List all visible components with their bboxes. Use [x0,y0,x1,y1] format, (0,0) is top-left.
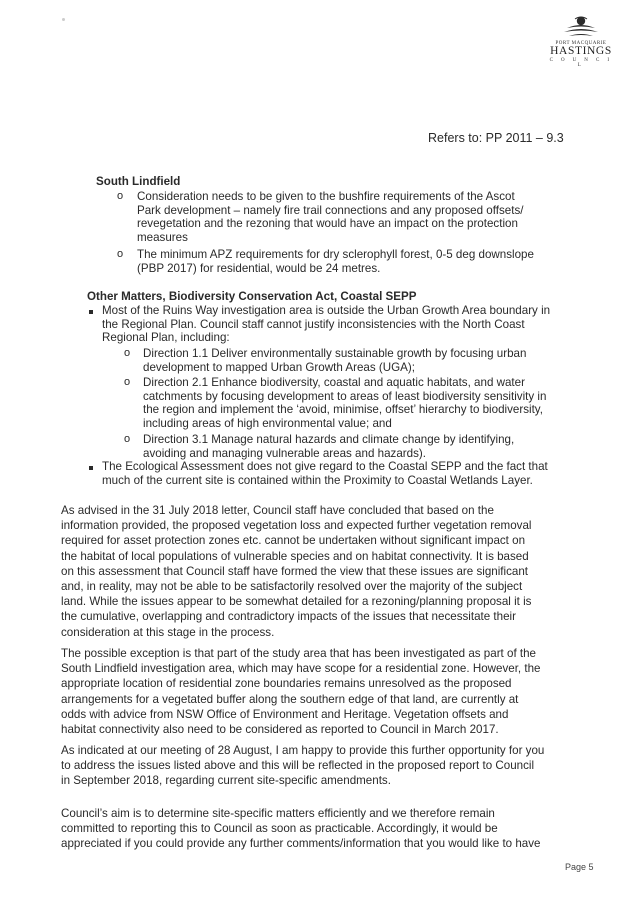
paragraph-2 [61,646,596,737]
circle-bullet-icon: o [117,248,124,260]
scan-speck [62,18,65,21]
text-line: avoiding and managing vulnerable areas and hazards). [143,446,426,460]
text-line: the cumulative, overlapping and contradictory impacts of the issues that necessitate their [61,610,516,624]
text-line: odds with advice from NSW Office of Environment and Heritage. Vegetation offsets and [61,707,509,721]
text-line: (PBP 2017) for residential, would be 24 metres. [137,261,381,275]
direction-3 [143,433,593,460]
text-line: Consideration needs to be given to the bushfire requirements of the Ascot [137,190,515,203]
text-line: the region and implement the ‘avoid, minimise, offset’ hierarchy to biodiversity, [143,403,543,417]
text-line: habitat connectivity also need to be considered as reported to Council in March 2017. [61,723,499,737]
direction-1 [143,347,593,374]
text-line: revegetation and the rezoning that would have an impact on the protection [137,217,518,231]
paragraph-3 [61,743,596,789]
text-line: the habitat of local populations of vulnerable species and on habitat connectivity. It is based [61,549,529,563]
logo-emblem-icon [561,14,601,40]
text-line: including areas of high environmental value; and [143,416,392,430]
text-line: on this assessment that Council staff have formed the view that these issues are significant [61,564,528,578]
text-line: development to mapped Urban Growth Areas (UGA); [143,360,415,374]
text-line: information provided, the proposed vegetation loss and expected further vegetation removal [61,519,532,533]
page-number: Page 5 [565,862,594,872]
logo-top-text: PORT MACQUARIE [555,41,607,46]
text-line: As advised in the 31 July 2018 letter, Council staff have concluded that based on the [61,504,494,517]
text-line: South Lindfield investigation area, which may have scope for a residential zone. However, the [61,662,541,676]
logo-name: HASTINGS [550,45,612,57]
paragraph-1 [61,503,596,640]
text-line: committed to reporting this to Council as soon as practicable. Accordingly, it would be [61,822,498,836]
south-lindfield-heading: South Lindfield [96,175,181,188]
text-line: Direction 2.1 Enhance biodiversity, coastal and aquatic habitats, and water [143,376,525,389]
circle-bullet-icon: o [124,347,131,359]
text-line: required for asset protection zones etc. cannot be undertaken without significant impact on [61,534,526,548]
square-bullet-icon [89,310,93,314]
circle-bullet-icon: o [124,376,131,388]
south-item-2 [137,248,587,275]
text-line: Regional Plan, including: [102,331,230,345]
text-line: and, in reality, may not be able to be satisfactorily resolved over the majority of the subject [61,580,523,594]
text-line: Council’s aim is to determine site-specific matters efficiently and we therefore remain [61,807,495,820]
reference-line: Refers to: PP 2011 – 9.3 [428,131,564,145]
south-item-1 [137,190,577,244]
circle-bullet-icon: o [124,433,131,445]
text-line: to address the issues listed above and this will be reflected in the proposed report to Council [61,759,535,773]
circle-bullet-icon: o [117,190,124,202]
text-line: much of the current site is contained within the Proximity to Coastal Wetlands Layer. [102,473,533,487]
text-line: appreciated if you could provide any further comments/information that you would like to have [61,837,541,851]
square-bullet-icon [89,466,93,470]
text-line: consideration at this stage in the process. [61,625,275,639]
text-line: The Ecological Assessment does not give regard to the Coastal SEPP and the fact that [102,460,548,473]
text-line: catchments by focusing development to areas of least biodiversity sensitivity in [143,389,547,403]
text-line: The possible exception is that part of the study area that has been investigated as part of the [61,647,536,660]
other-bullet-1 [102,304,597,345]
other-matters-heading: Other Matters, Biodiversity Conservation Act, Coastal SEPP [87,290,417,303]
paragraph-4 [61,806,596,852]
text-line: land. While the issues appear to be somewhat detailed for a rezoning/planning proposal it is [61,595,532,609]
direction-2 [143,376,598,430]
text-line: appropriate location of residential zone boundaries remains unresolved as the proposed [61,677,512,691]
text-line: arrangements for a vegetated buffer along the southern edge of that land, are currently at [61,692,519,706]
text-line: the Regional Plan. Council staff cannot justify inconsistencies with the North Coast [102,317,525,331]
text-line: Direction 3.1 Manage natural hazards and climate change by identifying, [143,433,515,446]
text-line: As indicated at our meeting of 28 August, I am happy to provide this further opportunity for you [61,744,545,757]
other-bullet-2 [102,460,597,487]
logo-sub-text: C O U N C I L [549,58,613,68]
text-line: measures [137,230,188,244]
text-line: Most of the Ruins Way investigation area is outside the Urban Growth Area boundary in [102,304,551,317]
text-line: Park development – namely fire trail connections and any proposed offsets/ [137,203,524,217]
council-logo [548,14,614,68]
text-line: The minimum APZ requirements for dry sclerophyll forest, 0-5 deg downslope [137,248,534,261]
text-line: Direction 1.1 Deliver environmentally sustainable growth by focusing urban [143,347,527,360]
text-line: in September 2018, regarding current site-specific amendments. [61,774,391,788]
